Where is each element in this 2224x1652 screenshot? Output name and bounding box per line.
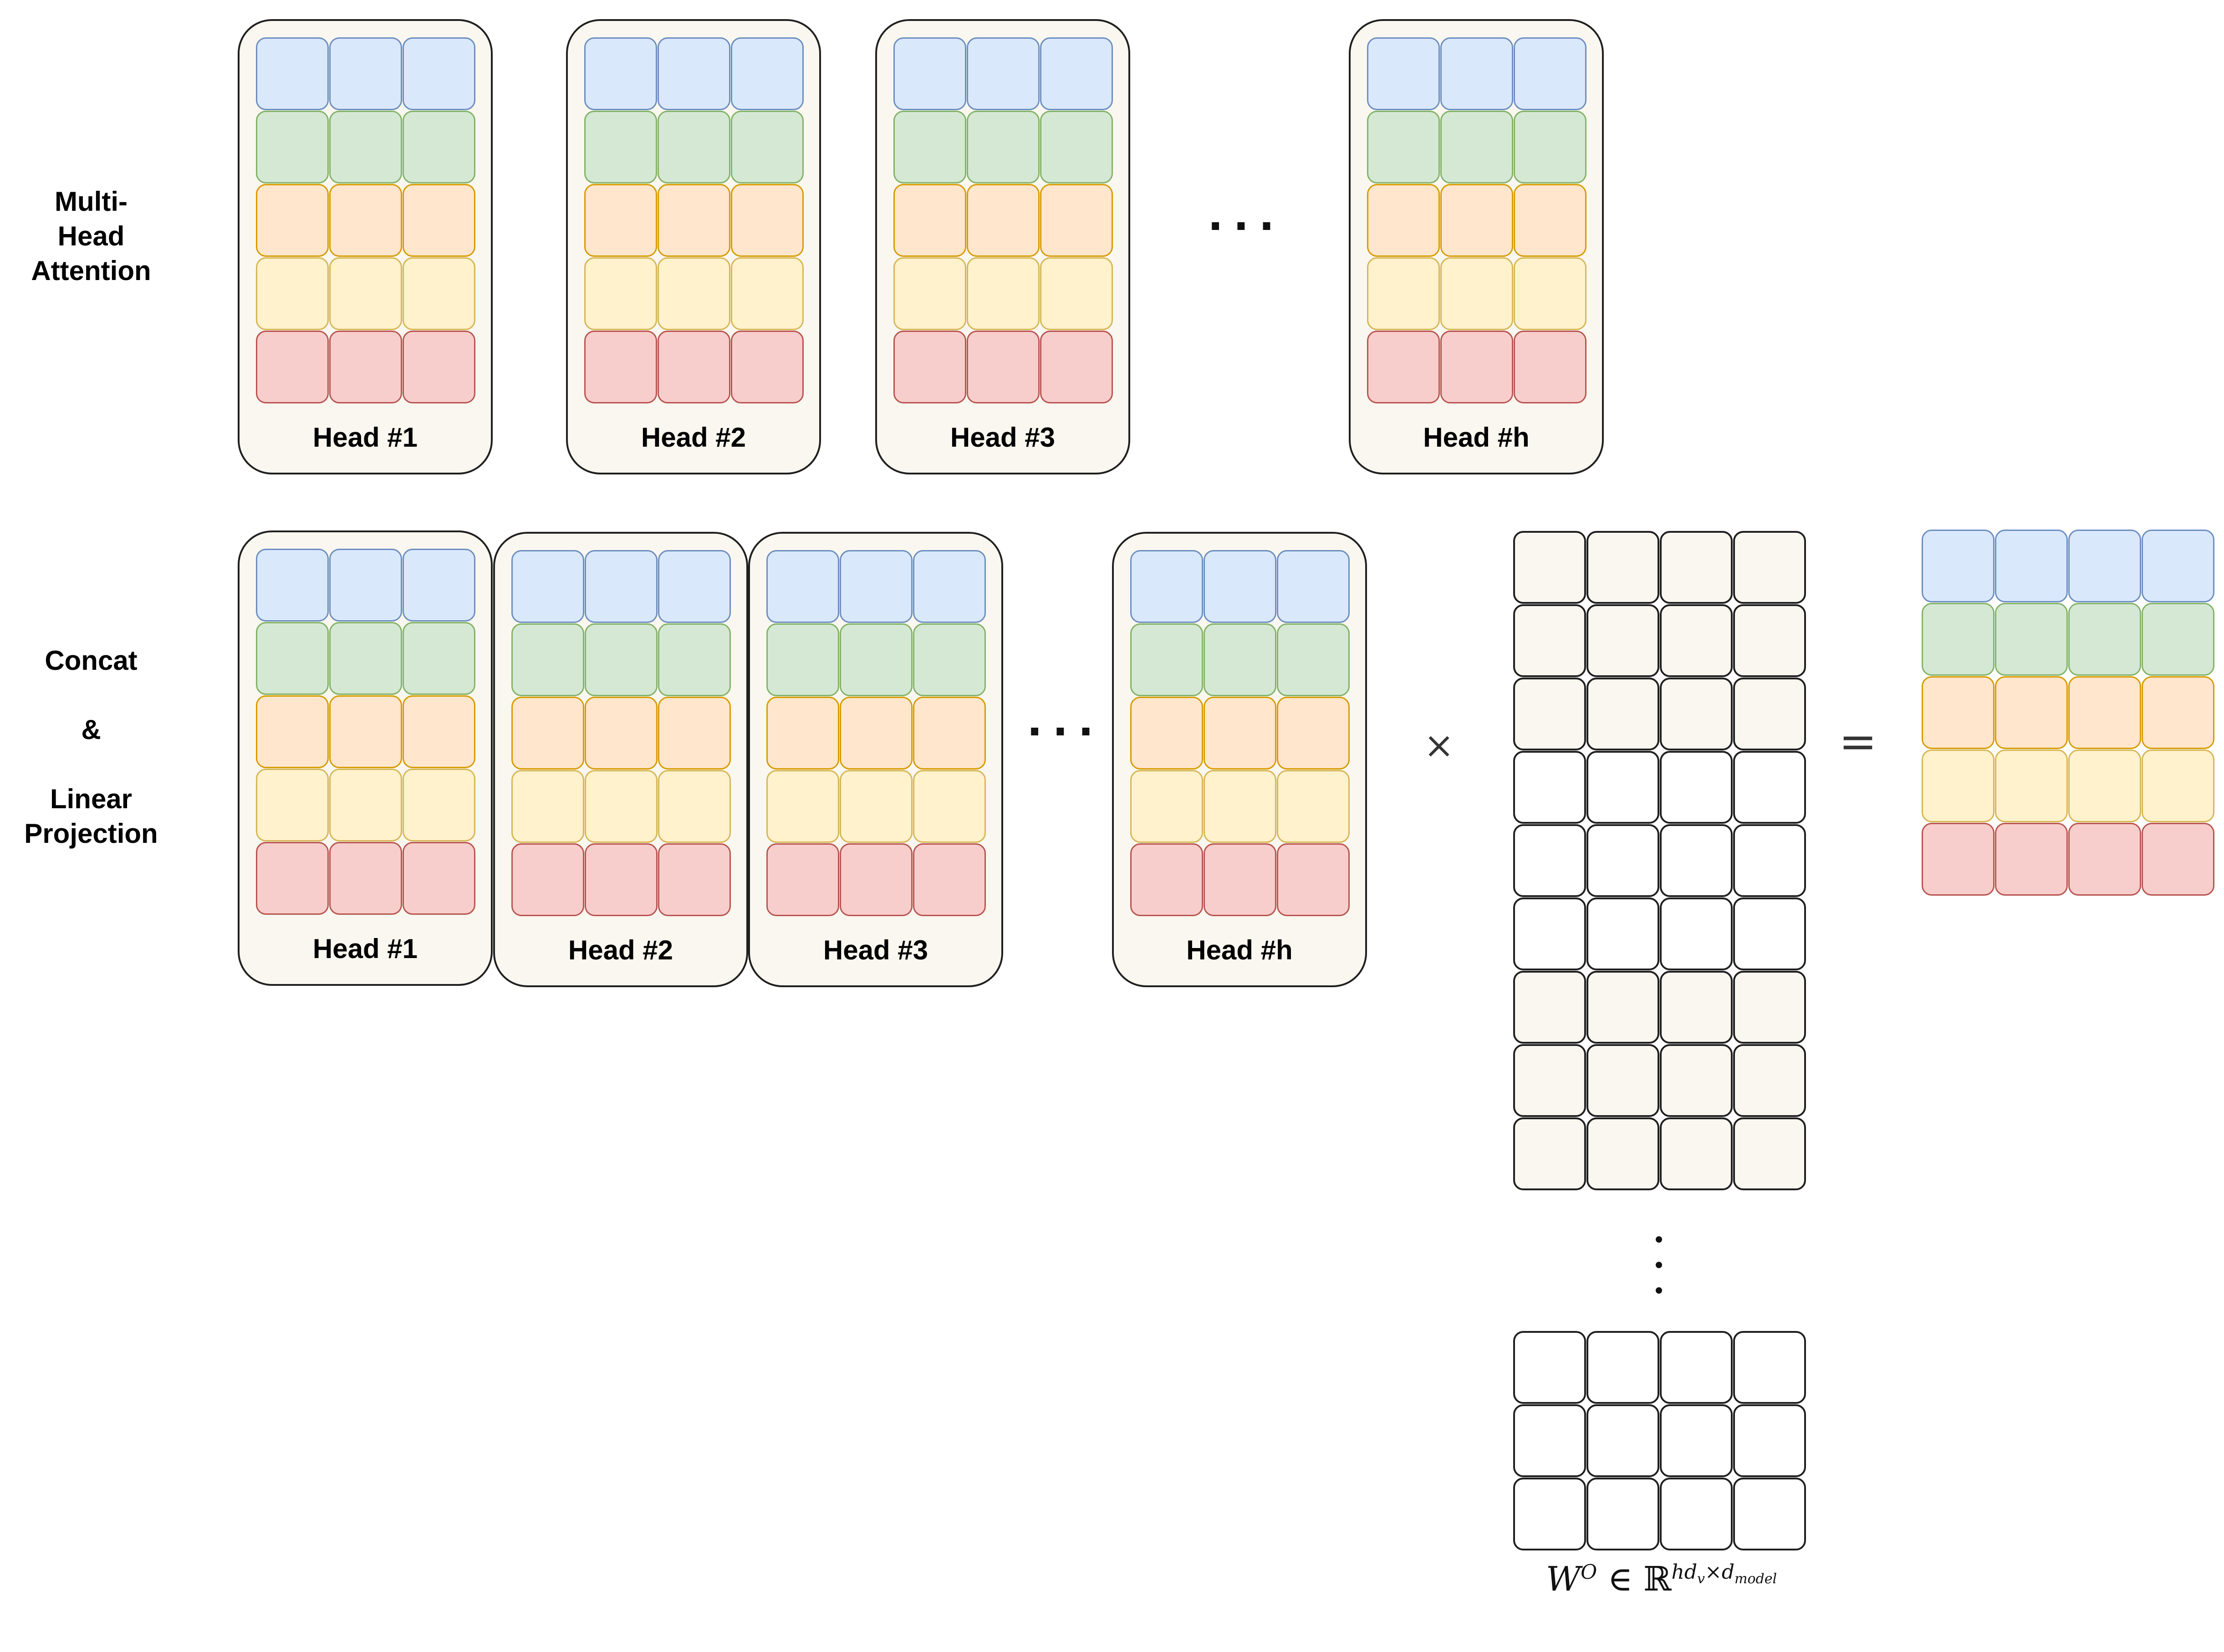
head-cell-orange bbox=[658, 184, 730, 257]
head-cell-yellow bbox=[766, 770, 839, 843]
head-cell-green bbox=[1204, 623, 1276, 696]
output-cell-green bbox=[2068, 603, 2141, 676]
output-cell-blue bbox=[2142, 530, 2214, 602]
head-label: Head #1 bbox=[312, 422, 418, 453]
head-cell-green bbox=[1040, 111, 1113, 184]
head-cell-green bbox=[1277, 623, 1350, 696]
wo-cell-shaded bbox=[1733, 604, 1806, 677]
head-cell-orange bbox=[1040, 184, 1113, 257]
wo-cell-shaded bbox=[1586, 678, 1659, 750]
head-cell-orange bbox=[658, 697, 731, 770]
wo-cell-shaded bbox=[1733, 678, 1806, 750]
output-cell-yellow bbox=[1922, 750, 1994, 822]
output-cell-blue bbox=[1995, 530, 2068, 602]
head-cell-orange bbox=[1277, 697, 1350, 770]
wo-cell-shaded bbox=[1660, 1117, 1733, 1190]
wo-caption bbox=[1546, 1560, 1777, 1599]
wo-cell-white bbox=[1733, 1404, 1806, 1477]
head-cell-yellow bbox=[1440, 257, 1513, 330]
head-cell-red bbox=[403, 331, 475, 403]
head-cell-blue bbox=[403, 549, 475, 622]
head-cell-blue bbox=[967, 37, 1040, 110]
head-label: Head #3 bbox=[950, 422, 1056, 453]
head-cell-green bbox=[893, 111, 966, 184]
multiply-operator: × bbox=[1423, 724, 1454, 766]
ellipsis-top: ··· bbox=[1208, 203, 1285, 250]
output-cell-yellow bbox=[1995, 750, 2068, 822]
head-cell-orange bbox=[1440, 184, 1513, 257]
head-cell-green bbox=[967, 111, 1040, 184]
head-cell-red bbox=[893, 331, 966, 403]
head-cell-red bbox=[403, 842, 475, 915]
wo-dim-v: v bbox=[1697, 1571, 1705, 1587]
head-cell-orange bbox=[329, 184, 402, 257]
head-card-top-1 bbox=[238, 19, 493, 474]
head-cell-blue bbox=[658, 550, 731, 623]
wo-cell-white bbox=[1733, 824, 1806, 897]
wo-cell-shaded bbox=[1586, 531, 1659, 604]
head-cell-red bbox=[913, 843, 986, 916]
head-cell-blue bbox=[1440, 37, 1513, 110]
wo-cell-white bbox=[1513, 824, 1586, 897]
head-cell-red bbox=[1440, 331, 1513, 403]
head-cell-orange bbox=[329, 695, 402, 768]
wo-cell-white bbox=[1660, 897, 1733, 970]
head-cell-yellow bbox=[1130, 770, 1203, 843]
head-cell-orange bbox=[913, 697, 986, 770]
head-cell-red bbox=[1367, 331, 1440, 403]
head-cell-orange bbox=[403, 184, 475, 257]
head-cell-red bbox=[1514, 331, 1586, 403]
head-cell-yellow bbox=[403, 769, 475, 841]
wo-cell-shaded bbox=[1733, 1044, 1806, 1117]
head-cell-yellow bbox=[329, 769, 402, 841]
head-cell-yellow bbox=[658, 257, 730, 330]
head-card-top-2 bbox=[566, 19, 821, 474]
output-cell-orange bbox=[2142, 676, 2214, 749]
output-cell-yellow bbox=[2068, 750, 2141, 822]
wo-cell-white bbox=[1586, 751, 1659, 824]
head-cell-green bbox=[403, 622, 475, 695]
head-cell-green bbox=[1514, 111, 1586, 184]
ellipsis-bottom: ··· bbox=[1027, 708, 1104, 756]
head-cell-blue bbox=[1367, 37, 1440, 110]
head-cell-green bbox=[1130, 623, 1203, 696]
head-cell-blue bbox=[329, 549, 402, 622]
head-cell-red bbox=[658, 843, 731, 916]
wo-cell-white bbox=[1513, 1331, 1586, 1404]
head-card-concat-h bbox=[1112, 532, 1367, 987]
wo-cell-shaded bbox=[1513, 1117, 1586, 1190]
wo-cell-white bbox=[1513, 897, 1586, 970]
wo-cell-shaded bbox=[1660, 1044, 1733, 1117]
head-cell-yellow bbox=[329, 257, 402, 330]
wo-dim-h: hd bbox=[1671, 1560, 1697, 1584]
wo-cell-shaded bbox=[1586, 604, 1659, 677]
output-cell-green bbox=[2142, 603, 2214, 676]
wo-cell-white bbox=[1586, 897, 1659, 970]
head-cell-blue bbox=[584, 37, 657, 110]
wo-cell-white bbox=[1660, 751, 1733, 824]
head-cell-red bbox=[329, 331, 402, 403]
wo-cell-shaded bbox=[1733, 531, 1806, 604]
wo-cell-white bbox=[1586, 824, 1659, 897]
head-cell-yellow bbox=[967, 257, 1040, 330]
head-cell-yellow bbox=[511, 770, 584, 843]
head-cell-red bbox=[584, 331, 657, 403]
head-cell-blue bbox=[766, 550, 839, 623]
head-cell-yellow bbox=[893, 257, 966, 330]
head-cell-blue bbox=[1130, 550, 1203, 623]
wo-cell-white bbox=[1660, 1404, 1733, 1477]
wo-symbol: W bbox=[1546, 1560, 1581, 1599]
head-label: Head #h bbox=[1186, 935, 1293, 965]
wo-cell-white bbox=[1513, 1478, 1586, 1550]
head-cell-orange bbox=[1514, 184, 1586, 257]
head-cell-red bbox=[840, 843, 913, 916]
head-cell-green bbox=[1440, 111, 1513, 184]
head-card-concat-2 bbox=[493, 532, 748, 987]
wo-cell-shaded bbox=[1513, 531, 1586, 604]
head-cell-blue bbox=[913, 550, 986, 623]
head-cell-red bbox=[1204, 843, 1276, 916]
output-cell-red bbox=[1995, 823, 2068, 896]
head-cell-orange bbox=[967, 184, 1040, 257]
head-cell-blue bbox=[731, 37, 804, 110]
wo-dim-d: d bbox=[1721, 1560, 1734, 1584]
head-cell-blue bbox=[329, 37, 402, 110]
output-cell-green bbox=[1922, 603, 1994, 676]
head-cell-green bbox=[840, 623, 913, 696]
wo-cell-shaded bbox=[1660, 604, 1733, 677]
head-cell-orange bbox=[403, 695, 475, 768]
head-cell-red bbox=[329, 842, 402, 915]
head-cell-orange bbox=[585, 697, 658, 770]
vertical-ellipsis bbox=[1656, 1236, 1665, 1313]
head-cell-green bbox=[658, 623, 731, 696]
wo-cell-shaded bbox=[1513, 971, 1586, 1044]
wo-cell-shaded bbox=[1586, 1117, 1659, 1190]
head-cell-yellow bbox=[256, 257, 329, 330]
head-cell-yellow bbox=[913, 770, 986, 843]
head-cell-orange bbox=[840, 697, 913, 770]
wo-dim-model: model bbox=[1734, 1571, 1777, 1587]
head-cell-red bbox=[1130, 843, 1203, 916]
wo-cell-shaded bbox=[1513, 1044, 1586, 1117]
head-cell-orange bbox=[256, 695, 329, 768]
wo-cell-shaded bbox=[1660, 678, 1733, 750]
output-cell-red bbox=[2068, 823, 2141, 896]
head-cell-orange bbox=[731, 184, 804, 257]
head-cell-orange bbox=[1367, 184, 1440, 257]
wo-cell-shaded bbox=[1733, 1117, 1806, 1190]
multi-head-attention-label: Multi- Head Attention bbox=[31, 186, 151, 286]
head-cell-red bbox=[511, 843, 584, 916]
head-cell-green bbox=[329, 622, 402, 695]
wo-cell-white bbox=[1513, 1404, 1586, 1477]
head-cell-yellow bbox=[840, 770, 913, 843]
wo-dim-times: × bbox=[1704, 1560, 1722, 1584]
head-cell-yellow bbox=[658, 770, 731, 843]
head-cell-green bbox=[766, 623, 839, 696]
head-cell-orange bbox=[893, 184, 966, 257]
head-cell-blue bbox=[256, 549, 329, 622]
head-cell-green bbox=[256, 111, 329, 184]
head-label: Head #2 bbox=[568, 935, 673, 965]
head-cell-blue bbox=[1040, 37, 1113, 110]
head-label: Head #h bbox=[1423, 422, 1530, 453]
head-cell-yellow bbox=[1367, 257, 1440, 330]
head-cell-blue bbox=[840, 550, 913, 623]
head-cell-orange bbox=[584, 184, 657, 257]
head-cell-green bbox=[511, 623, 584, 696]
wo-cell-shaded bbox=[1733, 971, 1806, 1044]
head-cell-green bbox=[913, 623, 986, 696]
wo-cell-shaded bbox=[1660, 531, 1733, 604]
wo-cell-shaded bbox=[1586, 971, 1659, 1044]
wo-cell-white bbox=[1733, 1331, 1806, 1404]
head-cell-red bbox=[731, 331, 804, 403]
head-card-top-h bbox=[1349, 19, 1604, 474]
head-cell-yellow bbox=[1204, 770, 1276, 843]
wo-cell-white bbox=[1586, 1404, 1659, 1477]
head-cell-blue bbox=[1514, 37, 1586, 110]
wo-cell-shaded bbox=[1660, 971, 1733, 1044]
head-cell-orange bbox=[766, 697, 839, 770]
head-cell-yellow bbox=[1514, 257, 1586, 330]
head-cell-green bbox=[584, 111, 657, 184]
head-cell-red bbox=[766, 843, 839, 916]
head-cell-green bbox=[658, 111, 730, 184]
wo-cell-shaded bbox=[1513, 604, 1586, 677]
output-cell-orange bbox=[1995, 676, 2068, 749]
head-cell-yellow bbox=[731, 257, 804, 330]
head-cell-yellow bbox=[1277, 770, 1350, 843]
head-cell-yellow bbox=[403, 257, 475, 330]
wo-cell-white bbox=[1733, 751, 1806, 824]
head-cell-red bbox=[1040, 331, 1113, 403]
head-cell-green bbox=[731, 111, 804, 184]
output-cell-red bbox=[2142, 823, 2214, 896]
head-cell-blue bbox=[658, 37, 730, 110]
head-cell-red bbox=[585, 843, 658, 916]
head-cell-green bbox=[585, 623, 658, 696]
head-cell-yellow bbox=[1040, 257, 1113, 330]
head-cell-yellow bbox=[584, 257, 657, 330]
head-cell-red bbox=[967, 331, 1040, 403]
head-cell-red bbox=[256, 331, 329, 403]
head-cell-green bbox=[256, 622, 329, 695]
wo-cell-white bbox=[1660, 1331, 1733, 1404]
head-cell-blue bbox=[1277, 550, 1350, 623]
head-cell-blue bbox=[585, 550, 658, 623]
head-card-concat-3 bbox=[748, 532, 1003, 987]
output-cell-blue bbox=[1922, 530, 1994, 602]
output-cell-orange bbox=[1922, 676, 1994, 749]
head-cell-blue bbox=[511, 550, 584, 623]
head-cell-orange bbox=[1130, 697, 1203, 770]
head-cell-blue bbox=[403, 37, 475, 110]
output-cell-red bbox=[1922, 823, 1994, 896]
head-cell-yellow bbox=[256, 769, 329, 841]
head-cell-red bbox=[658, 331, 730, 403]
head-label: Head #2 bbox=[641, 422, 746, 453]
output-cell-orange bbox=[2068, 676, 2141, 749]
wo-cell-white bbox=[1660, 1478, 1733, 1550]
head-cell-green bbox=[329, 111, 402, 184]
wo-cell-white bbox=[1733, 897, 1806, 970]
output-cell-green bbox=[1995, 603, 2068, 676]
head-cell-blue bbox=[256, 37, 329, 110]
wo-cell-white bbox=[1733, 1478, 1806, 1550]
head-label: Head #3 bbox=[823, 935, 928, 965]
head-card-concat-1 bbox=[238, 530, 493, 986]
head-cell-red bbox=[1277, 843, 1350, 916]
equals-operator: = bbox=[1839, 715, 1877, 768]
head-cell-blue bbox=[1204, 550, 1276, 623]
wo-cell-shaded bbox=[1513, 678, 1586, 750]
head-cell-green bbox=[1367, 111, 1440, 184]
wo-relation: ∈ ℝ bbox=[1607, 1560, 1672, 1599]
head-cell-yellow bbox=[585, 770, 658, 843]
wo-cell-white bbox=[1513, 751, 1586, 824]
wo-cell-white bbox=[1586, 1331, 1659, 1404]
head-cell-orange bbox=[511, 697, 584, 770]
head-label: Head #1 bbox=[312, 933, 418, 964]
head-cell-orange bbox=[256, 184, 329, 257]
concat-linear-projection-label: Concat & Linear Projection bbox=[24, 645, 158, 849]
head-cell-red bbox=[256, 842, 329, 915]
head-card-top-3 bbox=[875, 19, 1130, 474]
output-cell-yellow bbox=[2142, 750, 2214, 822]
wo-cell-shaded bbox=[1586, 1044, 1659, 1117]
wo-cell-white bbox=[1660, 824, 1733, 897]
head-cell-blue bbox=[893, 37, 966, 110]
wo-superscript: O bbox=[1581, 1560, 1597, 1584]
wo-cell-white bbox=[1586, 1478, 1659, 1550]
output-cell-blue bbox=[2068, 530, 2141, 602]
head-cell-green bbox=[403, 111, 475, 184]
head-cell-orange bbox=[1204, 697, 1276, 770]
